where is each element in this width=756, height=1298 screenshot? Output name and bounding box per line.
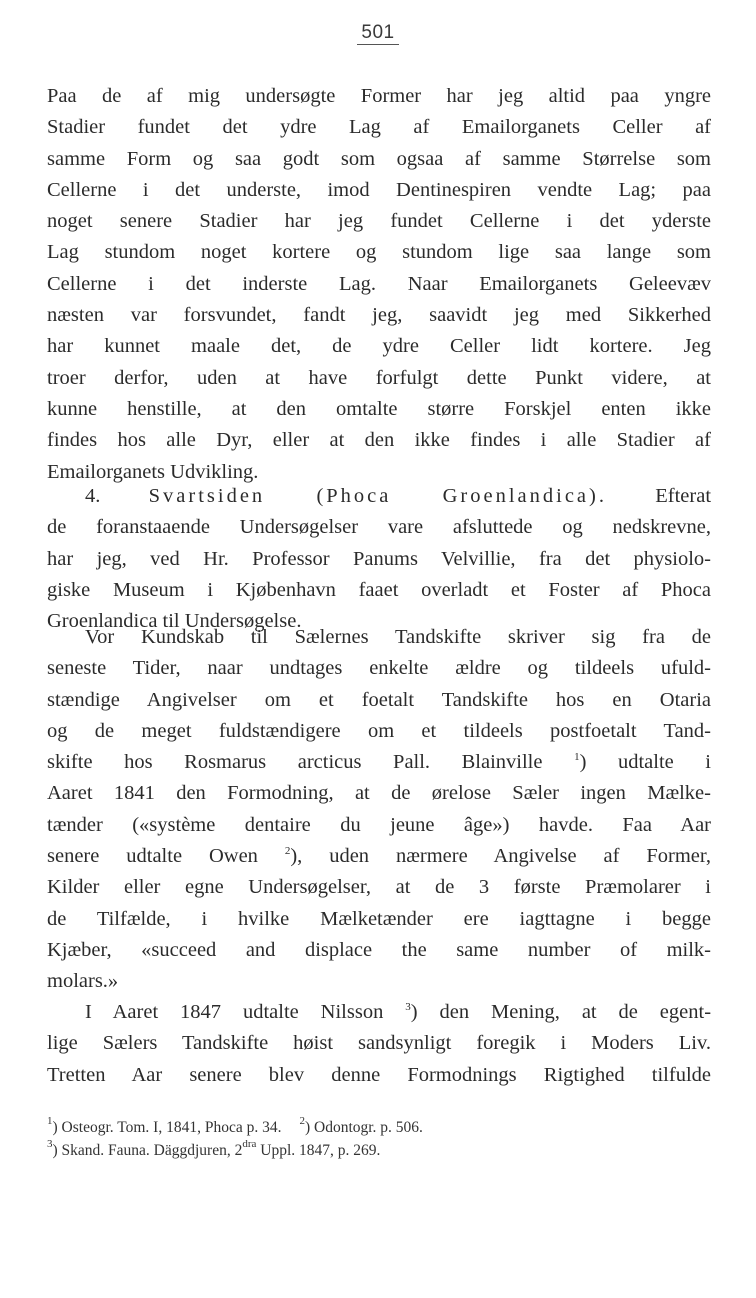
footnote-ref-3[interactable]: 3 [405, 1001, 411, 1013]
footnote-3-text: ) Skand. Fauna. Däggdjuren, 2 [52, 1142, 243, 1159]
text-fragment: ) den Mening, at de egent- [410, 1001, 712, 1023]
text-line: Cellerne i det inderste Lag. Naar Emailorganets Geleevæv [47, 272, 711, 295]
text-line: Kilder eller egne Undersøgelser, at de 3 første Præmolarer i [47, 876, 711, 899]
text-line: kunne henstille, at den omtalte større Forskjel enten ikke [47, 397, 711, 420]
text-fragment: skifte hos Rosmarus arcticus Pall. Blainville [47, 751, 543, 774]
text-line: Cellerne i det underste, imod Dentinespiren vendte Lag; paa [47, 178, 711, 201]
text-line: Tretten Aar senere blev denne Formodnings Rigtighed tilfulde [47, 1063, 711, 1086]
footnote-line [47, 1139, 711, 1162]
text-fragment: Efterat [655, 485, 712, 507]
text-line: næsten var forsvundet, fandt jeg, saavidt jeg med Sikkerhed [47, 304, 711, 327]
footnotes [47, 1116, 711, 1162]
page-number [0, 22, 756, 44]
text-line: de Tilfælde, i hvilke Mælketænder ere iagttagne i begge [47, 907, 711, 930]
text-line: molars.» [47, 970, 119, 993]
footnote-ref-1[interactable]: 1 [574, 751, 580, 764]
text-line: samme Form og saa godt som ogsaa af samme Størrelse som [47, 147, 711, 170]
section-heading-line [47, 481, 711, 512]
text-line: har kunnet maale det, de ydre Celler lidt kortere. Jeg [47, 335, 711, 358]
text-line: Stadier fundet det ydre Lag af Emailorganets Celler af [47, 116, 711, 139]
footnote-2-text: ) Odontogr. p. 506. [304, 1119, 423, 1136]
text-line: Vor Kundskab til Sælernes Tandskifte skriver sig fra de [85, 626, 711, 648]
text-line: Groenlandica til Undersøgelse. [47, 610, 302, 633]
text-fragment: ), uden nærmere Angivelse af Former, [290, 845, 712, 868]
footnote-mark-1: 1 [47, 1115, 53, 1127]
section-number: 4. [85, 485, 101, 507]
text-line: har jeg, ved Hr. Professor Panums Velvillie, fra det physiolo- [47, 547, 711, 570]
section-title: Svartsiden (Phoca Groenlandica). [148, 485, 607, 507]
footnote-1-text: ) Osteogr. Tom. I, 1841, Phoca p. 34. [52, 1119, 282, 1136]
footnote-3-superscript: dra [242, 1138, 257, 1150]
text-line [47, 997, 711, 1028]
text-line: Aaret 1841 den Formodning, at de ørelose Sæler ingen Mælke- [47, 782, 711, 805]
text-line: troer derfor, uden at have forfulgt dette Punkt videre, at [47, 366, 711, 389]
text-fragment: I Aaret 1847 udtalte Nilsson [85, 1001, 384, 1023]
text-line [47, 747, 711, 778]
text-line: findes hos alle Dyr, eller at den ikke findes i alle Stadier af [47, 429, 711, 452]
text-line: noget senere Stadier har jeg fundet Cellerne i det yderste [47, 210, 711, 233]
text-line [47, 841, 711, 872]
footnote-3-text-end: Uppl. 1847, p. 269. [256, 1142, 381, 1159]
text-line: de foranstaaende Undersøgelser vare afsluttede og nedskrevne, [47, 516, 711, 539]
footnote-mark-3: 3 [47, 1138, 53, 1150]
text-line: og de meget fuldstændigere om et tildeels postfoetalt Tand- [47, 719, 711, 742]
text-line: giske Museum i Kjøbenhavn faaet overladt et Foster af Phoca [47, 578, 711, 601]
text-line: Emailorganets Udvikling. [47, 460, 259, 483]
page-number-text: 501 [357, 22, 398, 45]
text-fragment: ) udtalte i [579, 751, 712, 774]
footnote-mark-2: 2 [299, 1115, 305, 1127]
text-fragment: senere udtalte Owen [47, 845, 258, 868]
text-line: Paa de af mig undersøgte Former har jeg altid paa yngre [47, 85, 711, 107]
text-line: stændige Angivelser om et foetalt Tandskifte hos en Otaria [47, 688, 711, 711]
text-line: tænder («système dentaire du jeune âge») havde. Faa Aar [47, 813, 711, 836]
text-line: Kjæber, «succeed and displace the same number of milk- [47, 938, 711, 961]
text-line: lige Sælers Tandskifte høist sandsynligt foregik i Moders Liv. [47, 1032, 711, 1055]
paragraph-1 [47, 81, 711, 488]
text-line: seneste Tider, naar undtages enkelte ældre og tildeels ufuld- [47, 657, 711, 680]
paragraph-4 [47, 997, 711, 1091]
footnote-ref-2[interactable]: 2 [284, 845, 291, 858]
footnote-line [47, 1116, 711, 1139]
paragraph-2 [47, 481, 711, 637]
paragraph-3 [47, 622, 711, 998]
text-line: Lag stundom noget kortere og stundom lige saa lange som [47, 241, 711, 264]
